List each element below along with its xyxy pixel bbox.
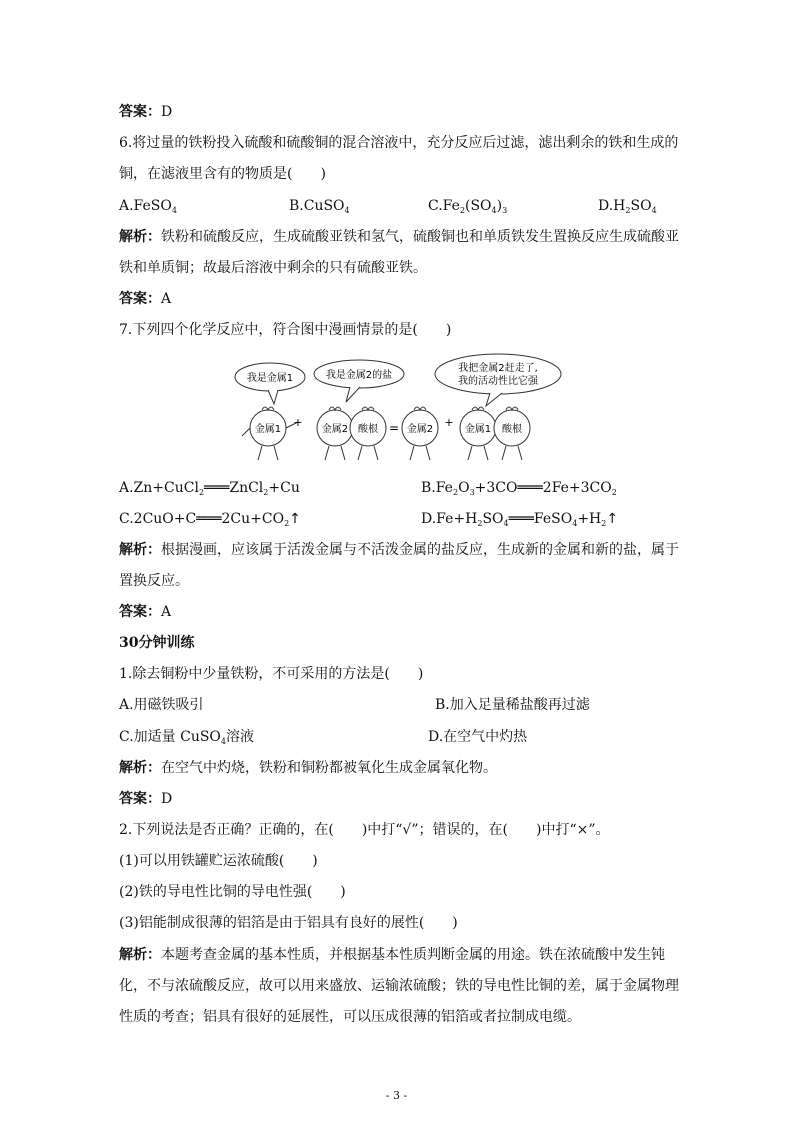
q6-explanation-line-2: 铁和单质铜；故最后溶液中剩余的只有硫酸亚铁。 (119, 260, 427, 276)
speech-bubble-3 (435, 354, 561, 394)
face-label-metal1-pair: 金属1 (464, 424, 492, 435)
q7-option-c: $C.2CuO+C═══2Cu+CO_2↑$ (119, 511, 301, 528)
q2-explanation-line-1: 解析：本题考查金属的基本性质，并根据基本性质判断金属的用途。铁在浓硫酸中发生钝 (119, 947, 665, 963)
explanation-label: 解析： (119, 542, 161, 558)
q6-option-d: $D.H_2SO_4$ (598, 198, 657, 215)
metal-displacement-cartoon (228, 352, 568, 470)
q6-explanation-line-1: 解析：铁粉和硫酸反应，生成硫酸亚铁和氢气，硫酸铜也和单质铁发生置换反应生成硫酸亚 (119, 229, 679, 245)
bubble-3-text-line-1: 我把金属2赶走了, (458, 363, 538, 374)
bubble-1-text: 我是金属1 (246, 373, 294, 384)
q2-explanation-line-3: 性质的考查；铝具有很好的延展性，可以压成很薄的铝箔或者拉制成电缆。 (119, 1009, 581, 1025)
answer-line (119, 789, 172, 809)
gas-arrow-icon: ↑ (606, 511, 619, 527)
q7-option-a: A.Zn+CuCl$_2$═══ZnCl$_2$+Cu (119, 480, 300, 497)
question-6-line-1: 6.将过量的铁粉投入硫酸和硫酸铜的混合溶液中，充分反应后过滤，滤出剩余的铁和生成的 (119, 135, 679, 151)
explanation-label: 解析： (119, 760, 161, 776)
question-7-line: 7.下列四个化学反应中，符合图中漫画情景的是( ) (119, 322, 452, 338)
q1-option-c: C.加适量 CuSO$_4$溶液 (119, 729, 255, 746)
answer-label: 答案： (119, 791, 161, 807)
q2-explanation-line-2: 化，不与浓硫酸反应，故可以用来盛放、运输浓硫酸；铁的导电性比铜的差，属于金属物理 (119, 978, 679, 994)
answer-value: D (161, 104, 173, 120)
explanation-label: 解析： (119, 229, 161, 245)
answer-label: 答案： (119, 291, 161, 307)
q7-option-d: $D.Fe+H_2SO_4═══FeSO_4+H_2↑$ (421, 511, 619, 528)
section-title: 30分钟训练 (119, 635, 195, 651)
answer-line (119, 289, 171, 309)
bubble-2-text: 我是金属2的盐 (325, 370, 393, 381)
plus-sign-2: + (444, 416, 454, 429)
question-2-line: 2.下列说法是否正确？正确的，在( )中打“√”；错误的，在( )中打“×”。 (119, 822, 610, 838)
face-label-metal2-alone: 金属2 (406, 424, 434, 435)
face-label-metal2: 金属2 (321, 424, 349, 435)
plus-sign-1: + (293, 416, 303, 429)
page-number: - 3 - (385, 1089, 408, 1102)
answer-line (119, 602, 171, 622)
question-2-item-2: (2)铁的导电性比铜的导电性强( ) (119, 884, 346, 900)
face-label-acid-pair: 酸根 (502, 424, 522, 435)
question-2-item-3: (3)铝能制成很薄的铝箔是由于铝具有良好的展性( ) (119, 915, 458, 931)
face-label-acid: 酸根 (358, 424, 378, 435)
equals-sign: = (388, 421, 400, 435)
q6-option-a: A.FeSO$_4$ (119, 198, 177, 215)
q1-option-b: B.加入足量稀盐酸再过滤 (435, 697, 590, 713)
q7-explanation-line-2: 置换反应。 (119, 573, 189, 589)
answer-value: A (161, 291, 172, 307)
answer-value: A (161, 604, 172, 620)
gas-arrow-icon: ↑ (289, 511, 301, 527)
question-1-line: 1.除去铜粉中少量铁粉，不可采用的方法是( ) (119, 666, 424, 682)
q6-option-c: $C.Fe_2(SO_4)_3$ (428, 198, 508, 215)
answer-label: 答案： (119, 604, 161, 620)
answer-value: D (161, 791, 173, 807)
q6-option-b: B.CuSO$_4$ (289, 198, 350, 215)
answer-line (119, 102, 172, 122)
explanation-label: 解析： (119, 947, 161, 963)
q1-option-d: D.在空气中灼热 (428, 729, 528, 745)
q1-option-a: A.用磁铁吸引 (119, 697, 204, 713)
answer-label: 答案： (119, 104, 161, 120)
question-2-item-1: (1)可以用铁罐贮运浓硫酸( ) (119, 853, 318, 869)
face-label-metal1: 金属1 (254, 424, 282, 435)
question-6-line-2: 铜，在滤液里含有的物质是( ) (119, 166, 326, 182)
bubble-3-text-line-2: 我的活动性比它强 (458, 376, 538, 387)
q7-explanation-line-1: 解析：根据漫画，应该属于活泼金属与不活泼金属的盐反应，生成新的金属和新的盐，属于 (119, 542, 679, 558)
q1-explanation-line: 解析：在空气中灼烧，铁粉和铜粉都被氧化生成金属氧化物。 (119, 760, 497, 776)
q7-option-b: $B.Fe_2O_3+3CO═══2Fe+3CO_2$ (421, 480, 617, 497)
